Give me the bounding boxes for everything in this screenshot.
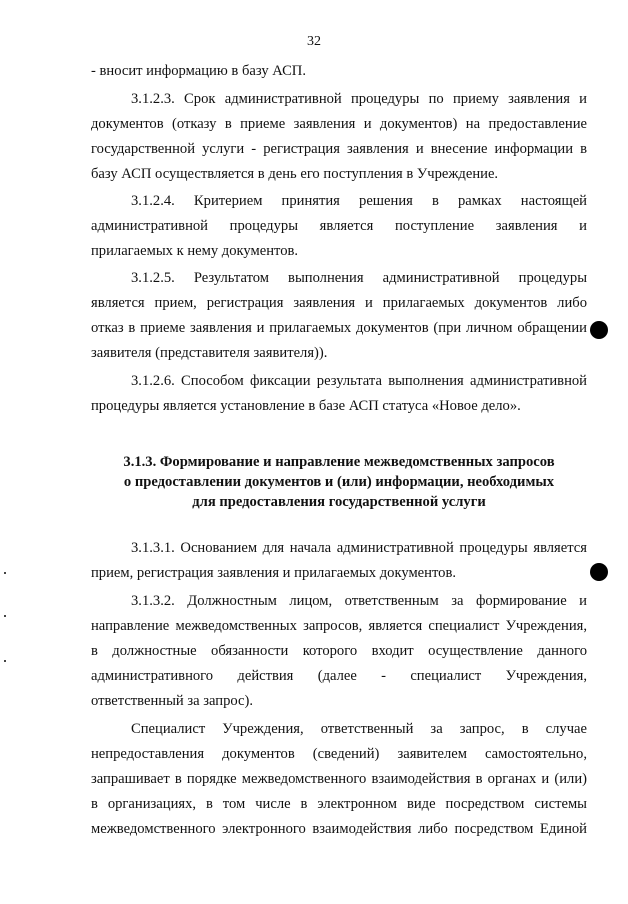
text-line: прием, регистрация заявления и прилагаемых документов.: [91, 565, 456, 581]
text-line: государственной услуги - регистрация заявления и внесение информации в: [91, 141, 587, 157]
text-line: 3.1.3.2. Должностным лицом, ответственным за формирование и: [131, 593, 587, 609]
text-line: прилагаемых к нему документов.: [91, 243, 299, 259]
text-line: в должностные обязанности которого входит осуществление данного: [91, 643, 587, 659]
section-heading-line: 3.1.3. Формирование и направление межведомственных запросов: [123, 454, 555, 470]
text-line: межведомственного электронного взаимодействия либо посредством Единой: [91, 821, 587, 837]
page-number: 32: [307, 34, 321, 49]
text-line: направление межведомственных запросов, является специалист Учреждения,: [91, 618, 587, 634]
text-line: 3.1.3.1. Основанием для начала административной процедуры является: [131, 540, 587, 556]
text-line: является прием, регистрация заявления и прилагаемых документов либо: [91, 295, 587, 311]
scan-speck: [4, 615, 6, 617]
scan-hole-mark: [590, 563, 608, 581]
text-line: Специалист Учреждения, ответственный за запрос, в случае: [131, 721, 587, 737]
text-line: базу АСП осуществляется в день его поступления в Учреждение.: [91, 166, 499, 182]
section-heading-line: о предоставлении документов и (или) информации, необходимых: [123, 474, 555, 490]
text-line: административной процедуры является поступление заявления и: [91, 218, 587, 234]
text-line: заявителя (представителя заявителя)).: [91, 345, 328, 361]
text-line: отказ в приеме заявления и прилагаемых документов (при личном обращении: [91, 320, 587, 336]
text-line: 3.1.2.4. Критерием принятия решения в рамках настоящей: [131, 193, 587, 209]
text-line: непредоставления документов (сведений) заявителем самостоятельно,: [91, 746, 587, 762]
text-line: процедуры является установление в базе АСП статуса «Новое дело».: [91, 398, 521, 414]
scan-hole-mark: [590, 321, 608, 339]
section-heading-line: для предоставления государственной услуги: [192, 494, 486, 510]
text-line: - вносит информацию в базу АСП.: [91, 63, 306, 79]
text-line: документов (отказу в приеме заявления и документов) на предоставление: [91, 116, 587, 132]
scan-speck: [4, 660, 6, 662]
text-line: 3.1.2.6. Способом фиксации результата выполнения административной: [131, 373, 587, 389]
text-line: 3.1.2.3. Срок административной процедуры по приему заявления и: [131, 91, 587, 107]
text-line: 3.1.2.5. Результатом выполнения административной процедуры: [131, 270, 587, 286]
text-line: ответственный за запрос).: [91, 693, 254, 709]
scan-speck: [4, 572, 6, 574]
text-line: в организациях, в том числе в электронном виде посредством системы: [91, 796, 587, 812]
text-line: запрашивает в порядке межведомственного взаимодействия в органах и (или): [91, 771, 587, 787]
text-line: административного действия (далее - специалист Учреждения,: [91, 668, 587, 684]
